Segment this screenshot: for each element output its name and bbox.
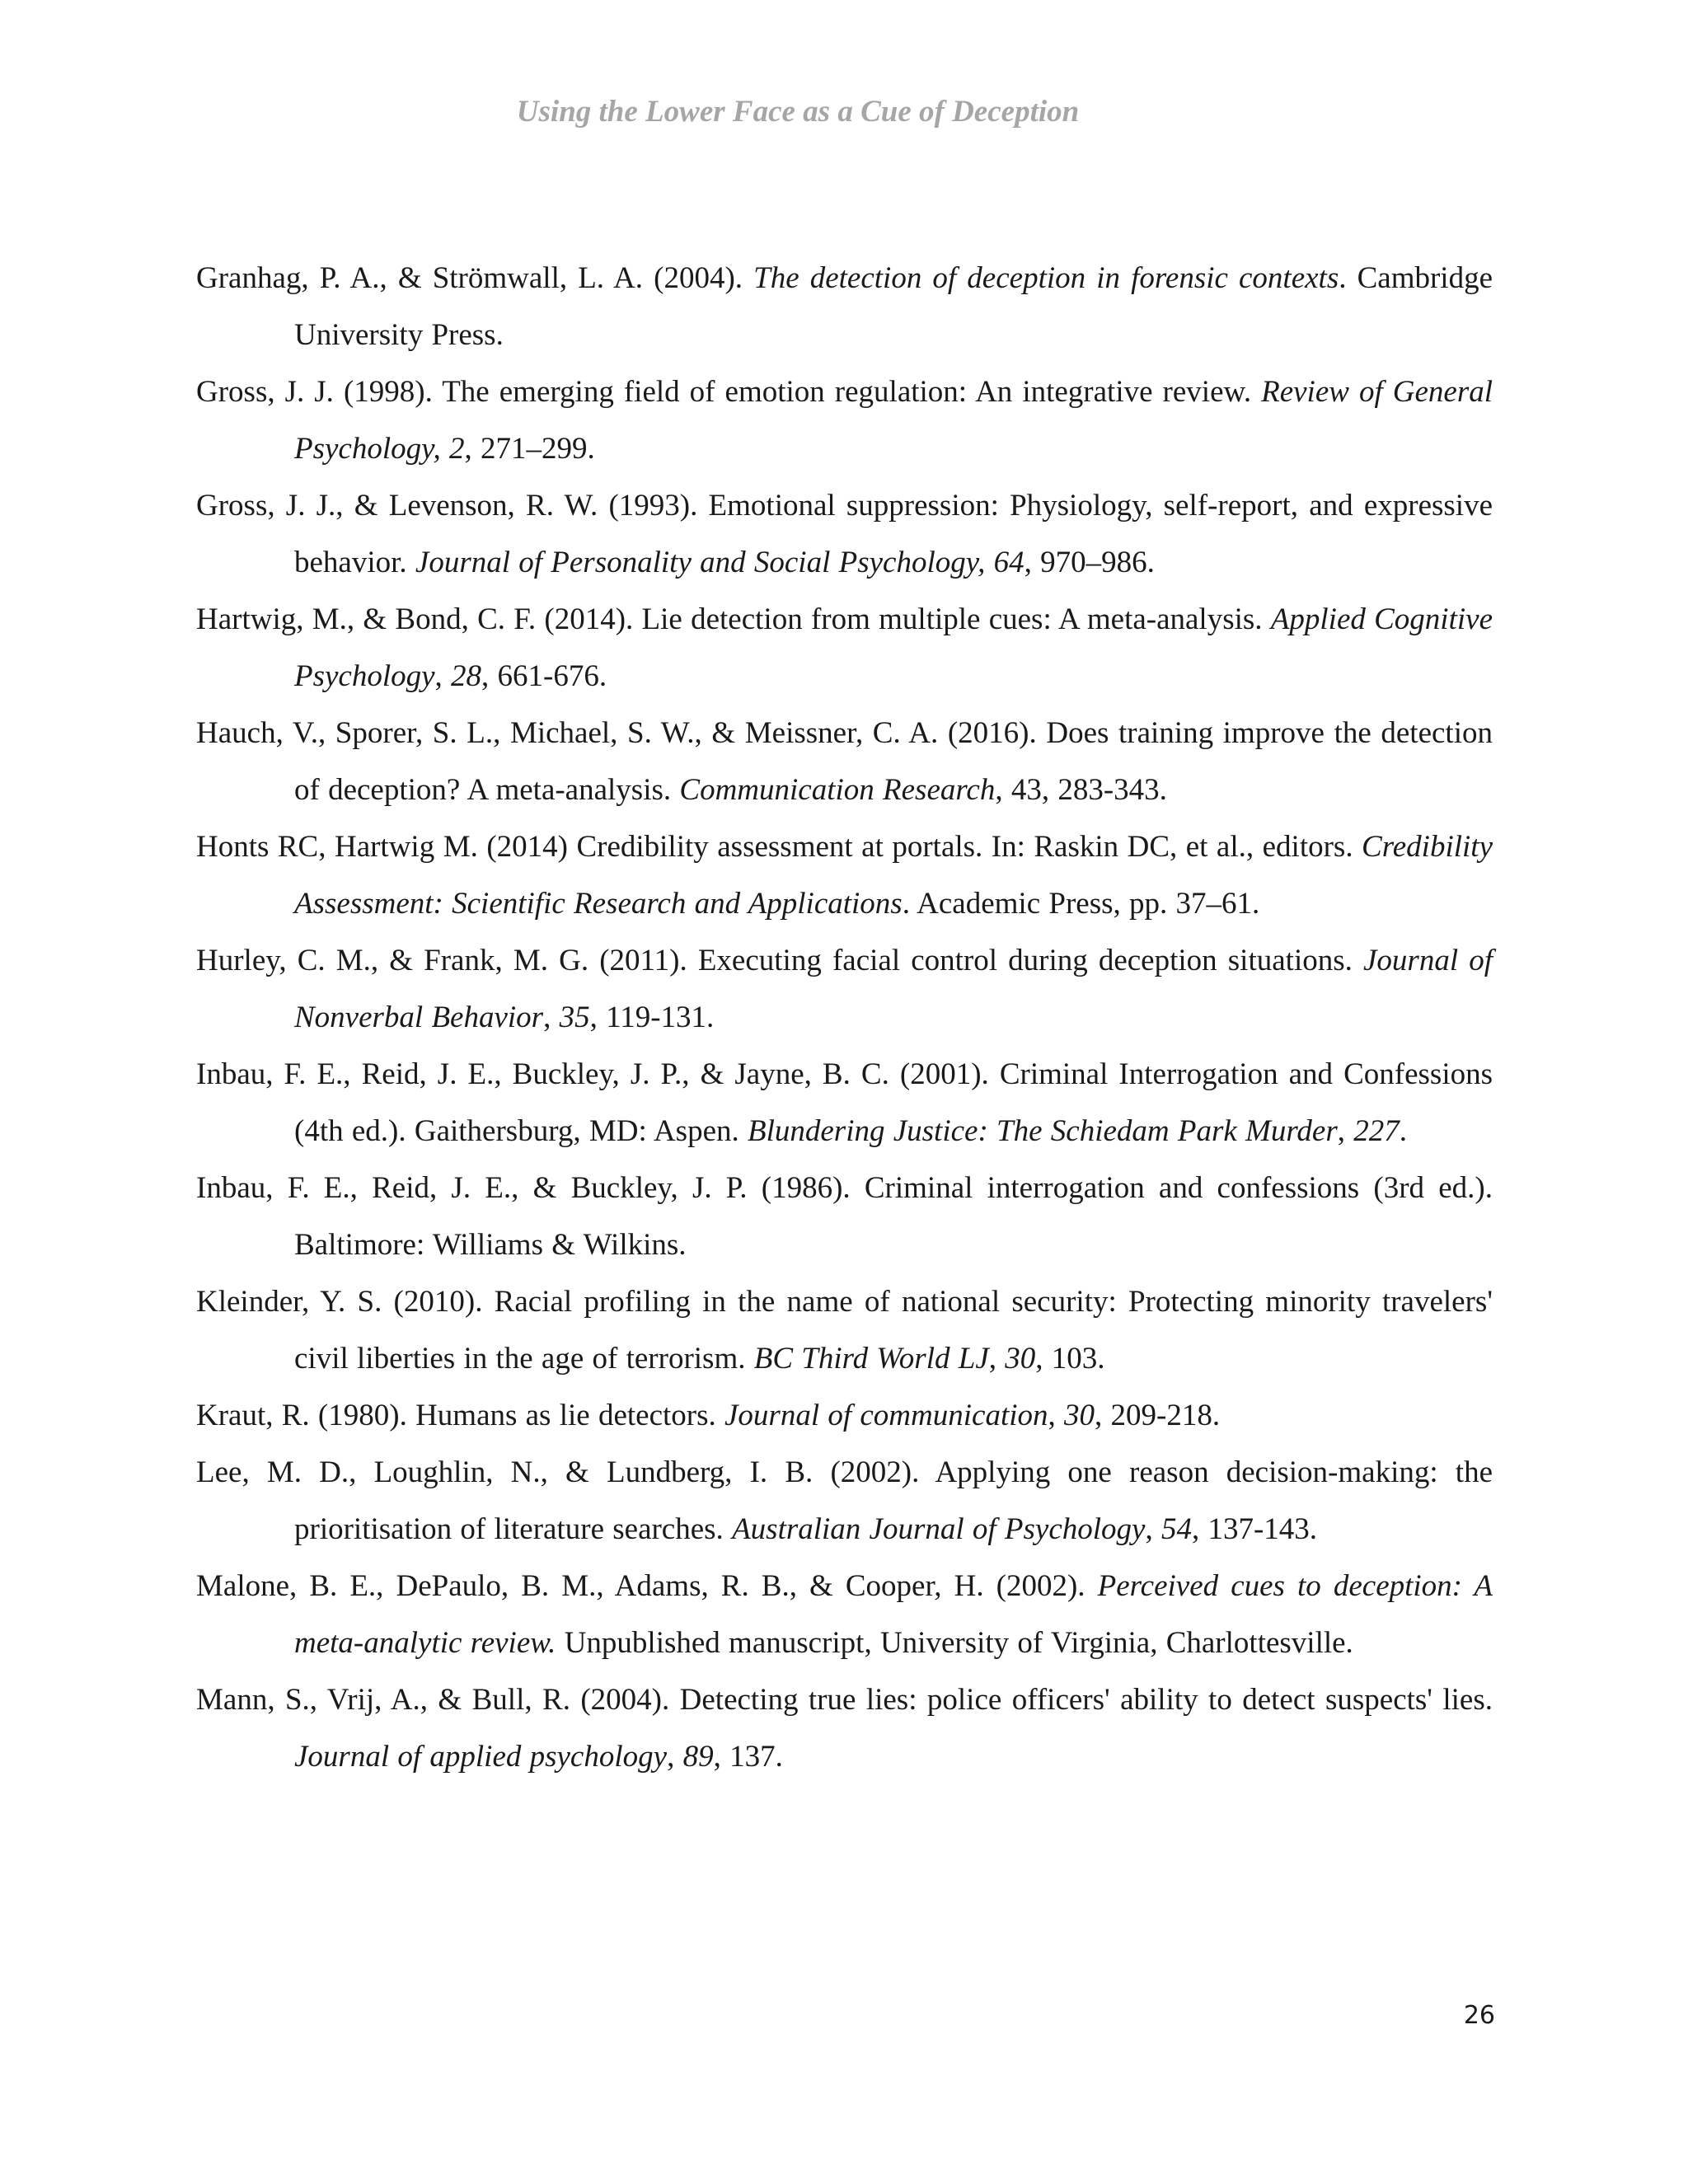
reference-entry: Kleinder, Y. S. (2010). Racial profiling in the name of national security: Protecting minority travelers' civil liberties in the age of terrorism. BC Third World LJ, 30, 103. [196, 1285, 1493, 1376]
reference-entry: Honts RC, Hartwig M. (2014) Credibility assessment at portals. In: Raskin DC, et al., editors. Credibility Assessment: Scientific Research and Applications. Academic Press, pp. 37–61. [196, 830, 1493, 921]
running-head-title: Using the Lower Face as a Cue of Deception [516, 95, 1080, 129]
page-number: 26 [1463, 2001, 1495, 2030]
reference-entry: Gross, J. J., & Levenson, R. W. (1993). Emotional suppression: Physiology, self-report, and expressive behavior. Journal of Personality and Social Psychology, 64, 970–986. [196, 489, 1493, 579]
reference-entry: Hauch, V., Sporer, S. L., Michael, S. W., & Meissner, C. A. (2016). Does training improve the detection of deception? A meta-analysis. Communication Research, 43, 283-343. [196, 716, 1493, 807]
reference-entry: Mann, S., Vrij, A., & Bull, R. (2004). Detecting true lies: police officers' ability to detect suspects' lies. Journal of applied psychology, 89, 137. [196, 1683, 1493, 1774]
reference-entry: Granhag, P. A., & Strömwall, L. A. (2004). The detection of deception in forensic contexts. Cambridge University Press. [196, 261, 1493, 352]
reference-entry: Inbau, F. E., Reid, J. E., Buckley, J. P., & Jayne, B. C. (2001). Criminal Interrogation and Confessions (4th ed.). Gaithersburg, MD: Aspen. Blundering Justice: The Schiedam Park Murder, 227. [196, 1057, 1493, 1148]
reference-entry: Malone, B. E., DePaulo, B. M., Adams, R. B., & Cooper, H. (2002). Perceived cues to deception: A meta-analytic review. Unpublished manuscript, University of Virginia, Charlottesville. [196, 1569, 1493, 1660]
reference-entry: Hurley, C. M., & Frank, M. G. (2011). Executing facial control during deception situations. Journal of Nonverbal Behavior, 35, 119-131. [196, 944, 1493, 1034]
reference-entry: Kraut, R. (1980). Humans as lie detectors. Journal of communication, 30, 209-218. [196, 1399, 1221, 1432]
reference-entry: Gross, J. J. (1998). The emerging field of emotion regulation: An integrative review. Review of General Psychology, 2, 271–299. [196, 375, 1493, 466]
reference-list [196, 250, 1493, 1785]
reference-entry: Hartwig, M., & Bond, C. F. (2014). Lie detection from multiple cues: A meta-analysis. Applied Cognitive Psychology, 28, 661-676. [196, 602, 1493, 693]
reference-entry: Inbau, F. E., Reid, J. E., & Buckley, J. P. (1986). Criminal interrogation and confessions (3rd ed.). Baltimore: Williams & Wilkins. [196, 1171, 1493, 1262]
reference-entry: Lee, M. D., Loughlin, N., & Lundberg, I. B. (2002). Applying one reason decision-making: the prioritisation of literature searches. Australian Journal of Psychology, 54, 137-143. [196, 1455, 1493, 1546]
